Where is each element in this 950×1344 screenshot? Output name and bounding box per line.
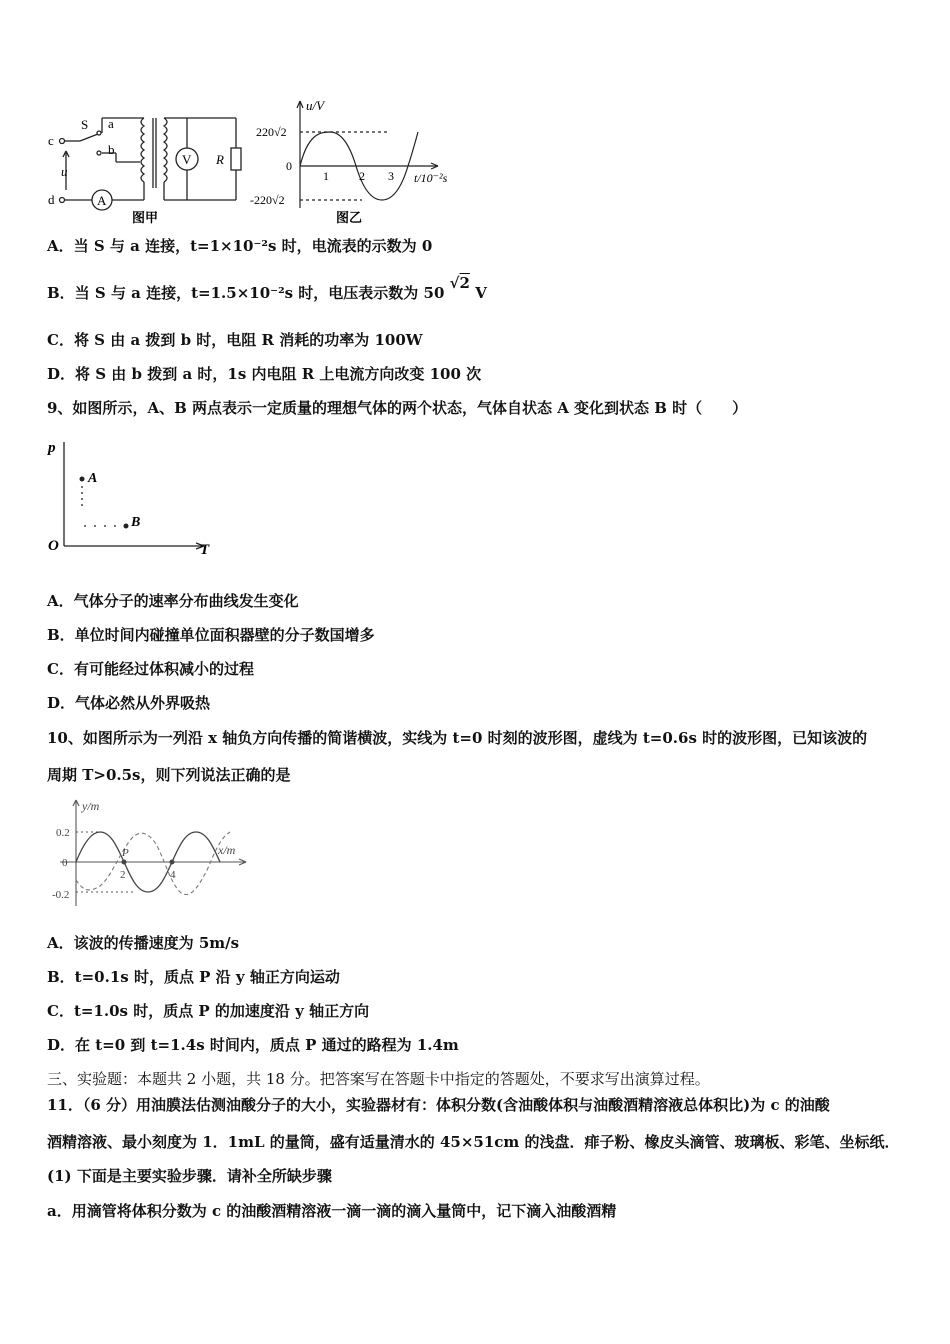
waveform-x-axis-label: t/10⁻²s [414, 171, 448, 185]
waveform-y-tick-min: -220√2 [250, 193, 285, 207]
q9-option-b: B．单位时间内碰撞单位面积器壁的分子数国增多 [47, 626, 375, 644]
q8-option-d: D．将 S 由 b 拨到 a 时，1s 内电阻 R 上电流方向改变 100 次 [47, 365, 482, 383]
waveform-y-tick-zero: 0 [286, 159, 292, 173]
contact-a-label: a [108, 116, 114, 131]
q10-option-d: D．在 t=0 到 t=1.4s 时间内，质点 P 通过的路程为 1.4m [47, 1036, 459, 1054]
terminal-d-label: d [48, 192, 55, 207]
ammeter-label: A [97, 193, 107, 208]
q9-stem: 9、如图所示，A、B 两点表示一定质量的理想气体的两个状态，气体自状态 A 变化到状态 B 时（ ） [47, 399, 748, 417]
waveform-x-tick-3: 3 [388, 169, 394, 183]
q8-option-b [47, 274, 487, 303]
state-b-label: B [131, 515, 141, 530]
contact-b-label: b [108, 142, 115, 157]
waveform-y-axis-label: u/V [306, 98, 325, 113]
q11-line2: 酒精溶液、最小刻度为 1．1mL 的量筒，盛有适量清水的 45×51cm 的浅盘．痱子粉、橡皮头滴管、玻璃板、彩笔、坐标纸． [47, 1133, 900, 1151]
pt-diagram [44, 434, 224, 562]
waveform-x-tick-2: 2 [359, 169, 365, 183]
q11-part1: (1) 下面是主要实验步骤．请补全所缺步骤 [47, 1167, 332, 1185]
q10-option-b: B．t=0.1s 时，质点 P 沿 y 轴正方向运动 [47, 968, 340, 986]
q10-option-c: C．t=1.0s 时，质点 P 的加速度沿 y 轴正方向 [47, 1002, 370, 1020]
state-b-point [124, 524, 129, 529]
resistor-r-label: R [216, 152, 224, 167]
q8-option-a: A．当 S 与 a 连接，t=1×10⁻²s 时，电流表的示数为 0 [47, 237, 433, 255]
section3-heading: 三、实验题：本题共 2 小题，共 18 分。把答案写在答题卡中指定的答题处，不要求写出演算过程。 [47, 1070, 710, 1088]
point-p-label: P [122, 847, 129, 859]
q8-option-c: C．将 S 由 a 拨到 b 时，电阻 R 消耗的功率为 100W [47, 331, 423, 349]
q11-line1: 11．（6 分）用油膜法估测油酸分子的大小，实验器材有：体积分数(含油酸体积与油酸酒精溶液总体积比)为 c 的油酸 [47, 1096, 830, 1114]
wave-x-tick-2: 2 [120, 869, 126, 881]
q10-stem-line2: 周期 T>0.5s，则下列说法正确的是 [47, 766, 291, 784]
terminal-c-label: c [48, 133, 54, 148]
wave-x-tick-4: 4 [170, 869, 176, 881]
origin-label: O [48, 538, 59, 554]
waveform-caption: 图乙 [336, 210, 363, 225]
q10-stem-line1: 10、如图所示为一列沿 x 轴负方向传播的简谐横波，实线为 t=0 时刻的波形图，虚线为 t=0.6s 时的波形图，已知该波的 [47, 729, 868, 747]
state-a-point [80, 477, 85, 482]
wave-x-axis-label: x/m [218, 843, 236, 857]
wave-diagram [40, 796, 260, 912]
circuit-figure [40, 96, 260, 228]
switch-s-label: S [81, 117, 89, 132]
waveform-figure [250, 96, 462, 228]
x4-marker [170, 860, 175, 865]
p-axis-label: p [48, 440, 56, 456]
sqrt-value: 2 [459, 274, 470, 292]
q11-step-a: a．用滴管将体积分数为 c 的油酸酒精溶液一滴一滴的滴入量筒中，记下滴入油酸酒精 [47, 1202, 617, 1220]
point-p-marker [122, 860, 127, 865]
q8-option-b-text: B．当 S 与 a 连接，t=1.5×10⁻²s 时，电压表示数为 50 [47, 284, 445, 302]
wave-y-axis-label: y/m [82, 799, 100, 813]
q9-option-c: C．有可能经过体积减小的过程 [47, 660, 254, 678]
circuit-caption: 图甲 [132, 210, 159, 225]
wave-dashed-curve [76, 832, 230, 895]
sqrt-symbol: √2 [449, 274, 470, 292]
q9-option-d: D．气体必然从外界吸热 [47, 694, 211, 712]
state-a-label: A [88, 471, 98, 486]
wave-y-tick-zero: 0 [62, 857, 68, 869]
q10-option-a: A．该波的传播速度为 5m/s [47, 934, 240, 952]
wave-y-tick-min: -0.2 [52, 889, 70, 901]
voltage-u-label: u [61, 164, 68, 179]
t-axis-label: T [200, 542, 210, 558]
wave-y-tick-max: 0.2 [56, 827, 70, 839]
voltmeter-label: V [182, 152, 192, 167]
q8-option-b-unit: V [475, 284, 487, 302]
waveform-y-tick-max: 220√2 [256, 125, 287, 139]
waveform-x-tick-1: 1 [323, 169, 329, 183]
q9-option-a: A．气体分子的速率分布曲线发生变化 [47, 592, 299, 610]
